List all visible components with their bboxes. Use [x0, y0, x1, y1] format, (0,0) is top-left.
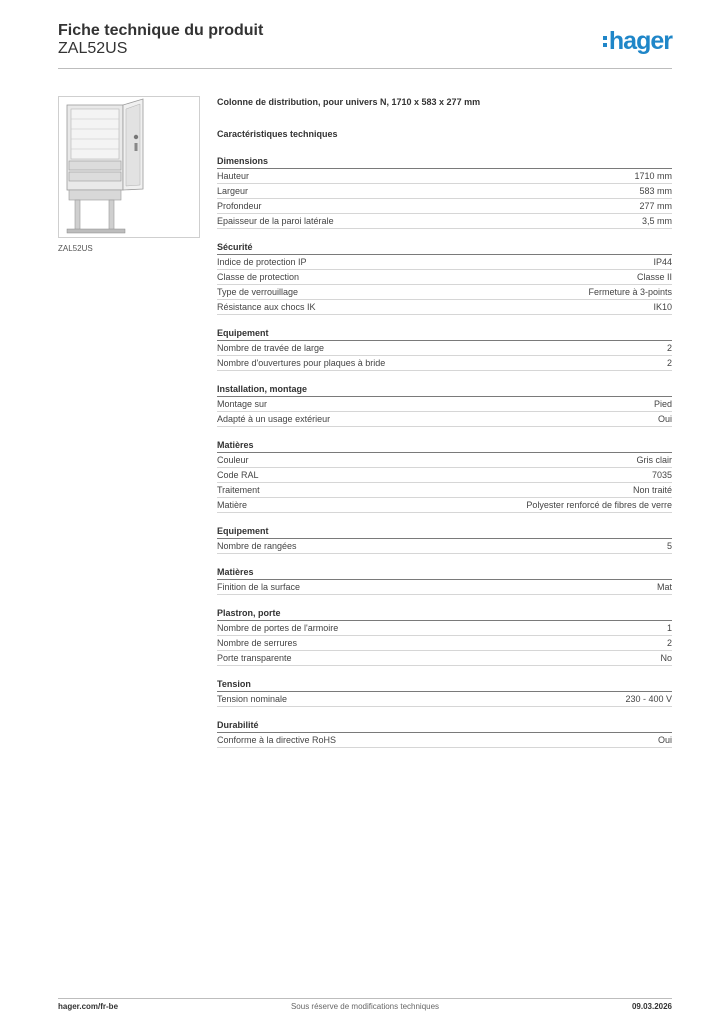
- spec-row: [217, 453, 672, 468]
- product-reference: ZAL52US: [58, 40, 128, 57]
- spec-group: [217, 438, 672, 513]
- spec-row: [217, 580, 672, 595]
- spec-value: 7035: [651, 470, 672, 480]
- spec-label: Profondeur: [217, 201, 262, 211]
- spec-group: [217, 154, 672, 229]
- spec-row: [217, 539, 672, 554]
- spec-label: Nombre de travée de large: [217, 343, 325, 353]
- spec-row: [217, 468, 672, 483]
- spec-value: No: [660, 653, 672, 663]
- spec-label: Montage sur: [217, 399, 268, 409]
- spec-group-title: Matières: [217, 565, 672, 580]
- spec-value: 1710 mm: [634, 171, 672, 181]
- main-content: [217, 97, 672, 748]
- spec-value: 2: [666, 343, 672, 353]
- spec-value: IK10: [653, 302, 672, 312]
- spec-row: [217, 214, 672, 229]
- spec-row: [217, 255, 672, 270]
- spec-group-title: Equipement: [217, 326, 672, 341]
- spec-value: 277 mm: [639, 201, 672, 211]
- spec-group: [217, 382, 672, 427]
- spec-row: [217, 636, 672, 651]
- spec-value: Mat: [656, 582, 672, 592]
- spec-label: Indice de protection IP: [217, 257, 307, 267]
- spec-label: Nombre de serrures: [217, 638, 298, 648]
- spec-group-title: Durabilité: [217, 718, 672, 733]
- spec-value: 2: [666, 358, 672, 368]
- spec-label: Matière: [217, 500, 248, 510]
- spec-group: [217, 524, 672, 554]
- spec-label: Adapté à un usage extérieur: [217, 414, 331, 424]
- spec-value: Gris clair: [636, 455, 672, 465]
- spec-row: [217, 397, 672, 412]
- spec-row: [217, 285, 672, 300]
- distribution-cabinet-illustration: [59, 97, 199, 237]
- footer-date: 09.03.2026: [631, 1002, 672, 1011]
- product-image: [58, 96, 200, 238]
- image-caption: ZAL52US: [58, 244, 93, 253]
- spec-label: Code RAL: [217, 470, 259, 480]
- spec-label: Type de verrouillage: [217, 287, 299, 297]
- spec-group: [217, 606, 672, 666]
- product-description: Colonne de distribution, pour univers N, 1710 x 583 x 277 mm: [217, 97, 481, 107]
- logo-text: hager: [608, 27, 672, 55]
- footer-note: Sous réserve de modifications techniques: [290, 1002, 440, 1011]
- spec-row: [217, 270, 672, 285]
- spec-groups: [217, 154, 672, 748]
- spec-group-title: Plastron, porte: [217, 606, 672, 621]
- spec-row: [217, 692, 672, 707]
- hager-logo: [603, 26, 672, 56]
- spec-row: [217, 498, 672, 513]
- spec-group-title: Sécurité: [217, 240, 672, 255]
- spec-label: Résistance aux chocs IK: [217, 302, 316, 312]
- spec-label: Couleur: [217, 455, 249, 465]
- spec-row: [217, 356, 672, 371]
- spec-group-title: Matières: [217, 438, 672, 453]
- spec-label: Nombre de portes de l'armoire: [217, 623, 339, 633]
- spec-value: Pied: [653, 399, 672, 409]
- spec-label: Hauteur: [217, 171, 250, 181]
- spec-row: [217, 300, 672, 315]
- spec-value: Oui: [657, 735, 672, 745]
- spec-value: Polyester renforcé de fibres de verre: [526, 500, 672, 510]
- spec-label: Traitement: [217, 485, 260, 495]
- spec-row: [217, 341, 672, 356]
- spec-value: 2: [666, 638, 672, 648]
- spec-row: [217, 184, 672, 199]
- spec-value: Fermeture à 3-points: [588, 287, 672, 297]
- spec-row: [217, 483, 672, 498]
- spec-group-title: Equipement: [217, 524, 672, 539]
- spec-value: 3,5 mm: [641, 216, 672, 226]
- spec-row: [217, 199, 672, 214]
- spec-label: Tension nominale: [217, 694, 288, 704]
- spec-label: Finition de la surface: [217, 582, 301, 592]
- spec-label: Porte transparente: [217, 653, 292, 663]
- spec-value: 1: [666, 623, 672, 633]
- page-header: [58, 22, 672, 69]
- spec-value: 5: [666, 541, 672, 551]
- spec-label: Epaisseur de la paroi latérale: [217, 216, 334, 226]
- page-footer: [58, 998, 672, 1013]
- spec-value: 230 - 400 V: [625, 694, 672, 704]
- spec-group: [217, 240, 672, 315]
- spec-group: [217, 718, 672, 748]
- spec-label: Classe de protection: [217, 272, 300, 282]
- spec-row: [217, 169, 672, 184]
- spec-row: [217, 651, 672, 666]
- logo-dots-icon: [603, 36, 607, 47]
- spec-value: IP44: [653, 257, 672, 267]
- spec-group: [217, 677, 672, 707]
- spec-row: [217, 412, 672, 427]
- spec-label: Conforme à la directive RoHS: [217, 735, 337, 745]
- spec-value: Classe II: [636, 272, 672, 282]
- spec-value: 583 mm: [639, 186, 672, 196]
- spec-group: [217, 565, 672, 595]
- spec-value: Non traité: [632, 485, 672, 495]
- footer-website: hager.com/fr-be: [58, 1002, 119, 1011]
- spec-group: [217, 326, 672, 371]
- spec-value: Oui: [657, 414, 672, 424]
- spec-label: Nombre de rangées: [217, 541, 297, 551]
- spec-label: Nombre d'ouvertures pour plaques à bride: [217, 358, 386, 368]
- document-title: Fiche technique du produit: [58, 22, 264, 39]
- spec-label: Largeur: [217, 186, 249, 196]
- spec-group-title: Tension: [217, 677, 672, 692]
- spec-row: [217, 621, 672, 636]
- spec-group-title: Dimensions: [217, 154, 672, 169]
- section-heading: Caractéristiques techniques: [217, 129, 338, 139]
- spec-group-title: Installation, montage: [217, 382, 672, 397]
- spec-row: [217, 733, 672, 748]
